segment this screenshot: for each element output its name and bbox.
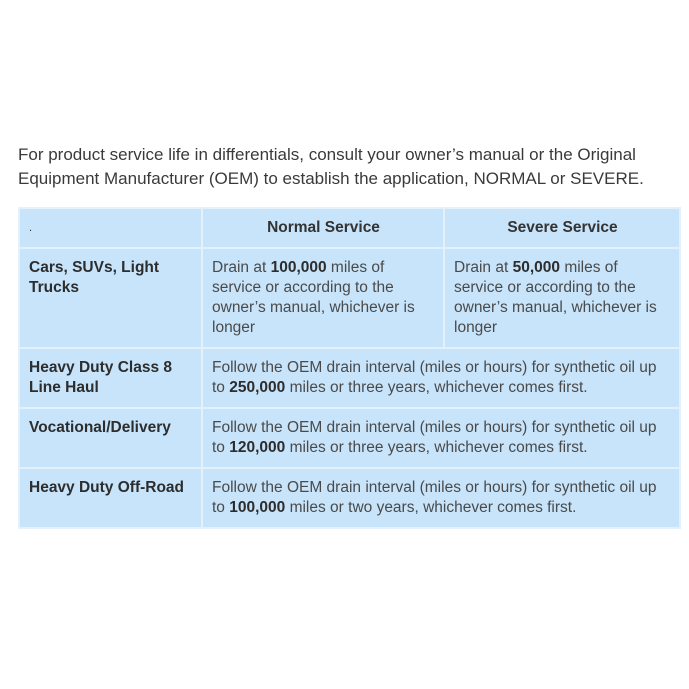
- cell-offroad-combined: [202, 468, 680, 528]
- cell-cars-normal: [202, 248, 444, 348]
- service-interval-table: [18, 207, 681, 529]
- table-header-row: [19, 208, 680, 248]
- intro-paragraph: For product service life in differentials, consult your owner’s manual or the Original Equipment Manufacturer (OEM) to establish the application, NORMAL or SEVERE.: [18, 145, 644, 188]
- cell-text-prefix: Drain at: [212, 259, 271, 276]
- table-row: [19, 408, 680, 468]
- cell-miles-value: 250,000: [229, 379, 286, 396]
- header-severe-service: Severe Service: [444, 208, 680, 248]
- cell-vocational-combined: [202, 408, 680, 468]
- row-label-vocational: Vocational/Delivery: [19, 408, 202, 468]
- cell-text-prefix: Follow the OEM drain interval (miles or hours) for synthetic oil up to: [212, 359, 657, 396]
- cell-text-suffix: miles of service or according to the owner’s manual, whichever is longer: [454, 259, 657, 336]
- cell-text-suffix: miles or two years, whichever comes first.: [285, 499, 577, 516]
- header-corner-cell: .: [19, 208, 202, 248]
- row-label-offroad: Heavy Duty Off-Road: [19, 468, 202, 528]
- cell-text-prefix: Follow the OEM drain interval (miles or hours) for synthetic oil up to: [212, 419, 657, 456]
- header-normal-service: Normal Service: [202, 208, 444, 248]
- cell-text-prefix: Drain at: [454, 259, 513, 276]
- table-row: [19, 248, 680, 348]
- cell-miles-value: 100,000: [270, 259, 327, 276]
- cell-text-prefix: Follow the OEM drain interval (miles or hours) for synthetic oil up to: [212, 479, 657, 516]
- row-label-class8: Heavy Duty Class 8 Line Haul: [19, 348, 202, 408]
- cell-text-suffix: miles of service or according to the owner’s manual, whichever is longer: [212, 259, 415, 336]
- cell-miles-value: 120,000: [229, 439, 286, 456]
- cell-miles-value: 50,000: [512, 259, 561, 276]
- cell-miles-value: 100,000: [229, 499, 286, 516]
- row-label-cars: Cars, SUVs, Light Trucks: [19, 248, 202, 348]
- table-row: [19, 468, 680, 528]
- cell-cars-severe: [444, 248, 680, 348]
- table-row: [19, 348, 680, 408]
- cell-text-suffix: miles or three years, whichever comes first.: [285, 379, 588, 396]
- cell-text-suffix: miles or three years, whichever comes first.: [285, 439, 588, 456]
- cell-class8-combined: [202, 348, 680, 408]
